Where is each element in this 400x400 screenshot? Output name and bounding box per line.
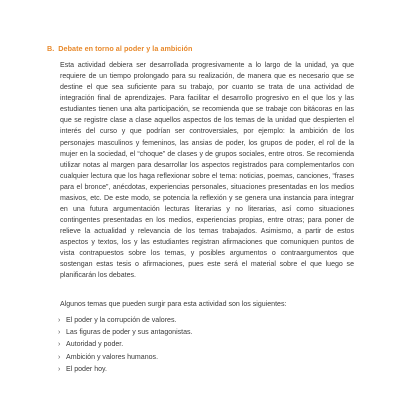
section-number: B. xyxy=(47,44,55,53)
bullet-icon: › xyxy=(58,365,61,373)
list-item xyxy=(58,364,193,376)
bullet-icon: › xyxy=(58,329,61,337)
topic-label: Autoridad y poder. xyxy=(66,341,124,349)
list-item xyxy=(58,327,193,339)
topic-label: Las figuras de poder y sus antagonistas. xyxy=(66,329,193,337)
list-item xyxy=(58,315,193,327)
activity-description-paragraph: Esta actividad debiera ser desarrollada progresivamente a lo largo de la unidad, ya que requiere de un tiempo prolongado para su realización, de manera que es necesario que se destine el que sea suficiente para su trabajo, por cuanto se trata de una actividad de integración final de aprendizajes. Para facilitar el desarrollo progresivo en el que los y las estudiantes tienen una alta participación, se recomienda que se trabaje con bitácoras en las que se registre clase a clase aquellos aspectos de los temas de la unidad que despierten el interés del curso y que podrían ser controversiales, por ejemplo: la ambición de los personajes masculinos y femeninos, las ansias de poder, los grupos de poder, el rol de la mujer en la sociedad, el “choque” de clases y de grupos sociales, entre otros. Se recomienda utilizar notas al margen para desarrollar los aspectos registrados para complementarlos con cualquier lectura que los haga reflexionar sobre el tema: noticias, poemas, canciones, “frases para el bronce”, anécdotas, experiencias personales, situaciones presentadas en los medios masivos, etc. De este modo, se potencia la reflexión y se genera una instancia para integrar en una futura argumentación lecturas literarias y no literarias, así como situaciones contingentes presentadas en los medios, experiencias propias, entre otras; para poner de relieve la actualidad y relevancia de los temas trabajados. Asimismo, a partir de estos aspectos y textos, los y las estudiantes registran afirmaciones que comuniquen puntos de vista contrapuestos sobre los temas, y posibles argumentos o contraargumentos que sostengan estas tesis o afirmaciones, pues este será el material sobre el que luego se planificarán los debates. xyxy=(60,62,354,280)
bullet-icon: › xyxy=(58,317,61,324)
topic-label: Ambición y valores humanos. xyxy=(66,353,159,361)
bullet-icon: › xyxy=(58,341,61,349)
list-item xyxy=(58,352,193,364)
section-heading xyxy=(47,44,192,53)
topics-list xyxy=(58,315,193,376)
section-title: Debate en torno al poder y la ambición xyxy=(58,44,193,53)
topic-label: El poder hoy. xyxy=(66,365,108,373)
list-item xyxy=(58,339,193,351)
bullet-icon: › xyxy=(58,353,61,361)
topics-intro: Algunos temas que pueden surgir para esta actividad son los siguientes: xyxy=(60,301,287,308)
topic-label: El poder y la corrupción de valores. xyxy=(66,317,177,324)
